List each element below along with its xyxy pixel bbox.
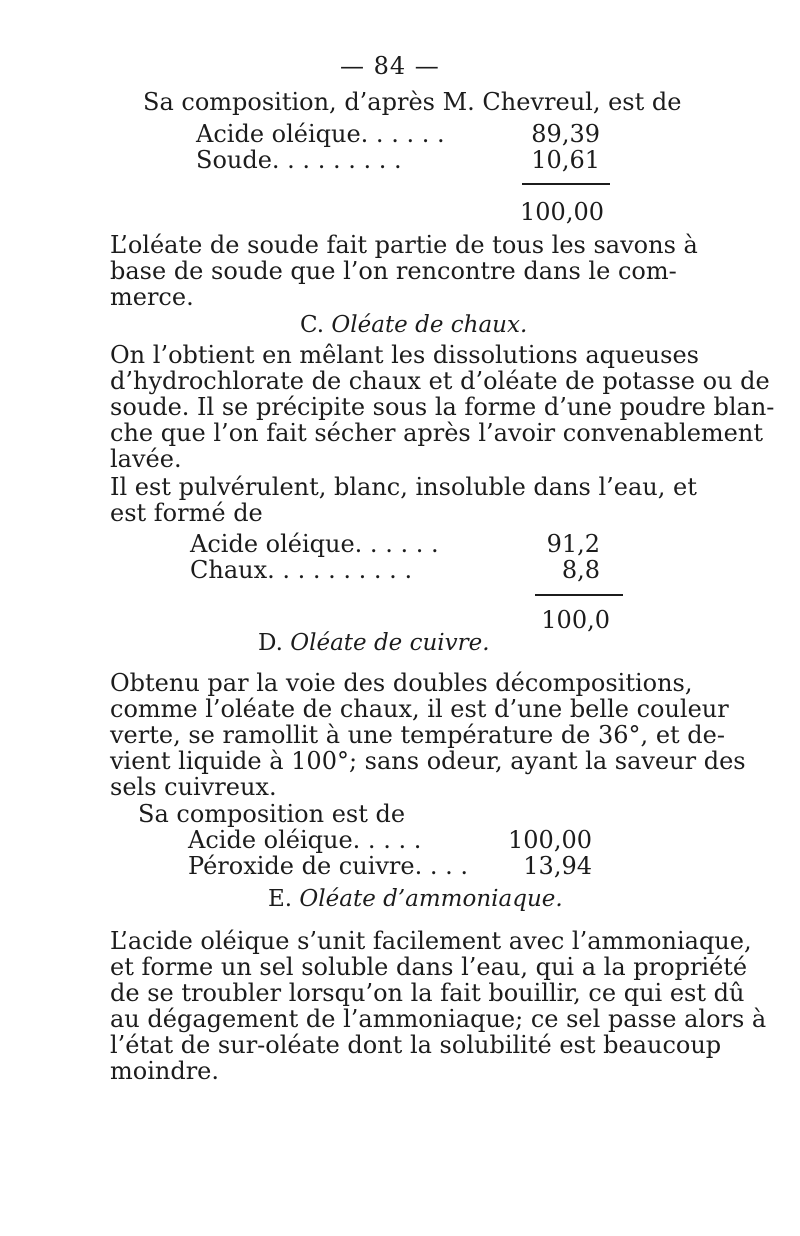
- composition-row-value: 10,61: [531, 146, 600, 174]
- sum-rule: [522, 183, 610, 185]
- page-number: — 84 —: [340, 52, 440, 80]
- paragraph-line: de se troubler lorsqu’on la fait bouillir, ce qui est dû: [110, 979, 745, 1007]
- composition-total: 100,00: [520, 198, 604, 226]
- section-heading: [300, 312, 527, 338]
- composition-row-label: Acide oléique. . . . . .: [196, 120, 445, 148]
- paragraph-line: lavée.: [110, 445, 182, 473]
- paragraph-line: moindre.: [110, 1057, 220, 1085]
- section-title: Oléate d’ammoniaque.: [299, 886, 563, 912]
- paragraph-line: L’oléate de soude fait partie de tous les savons à: [110, 231, 698, 259]
- composition-row-label: Chaux. . . . . . . . . .: [190, 556, 413, 584]
- sum-rule: [535, 594, 623, 596]
- paragraph-line: base de soude que l’on rencontre dans le com-: [110, 257, 677, 285]
- composition-row-label: Acide oléique. . . . .: [188, 826, 422, 854]
- paragraph-line: comme l’oléate de chaux, il est d’une belle couleur: [110, 695, 729, 723]
- composition-intro: Sa composition est de: [138, 800, 406, 828]
- composition-row-value: 8,8: [561, 556, 600, 584]
- composition-row-label: Acide oléique. . . . . .: [190, 530, 439, 558]
- paragraph-line: au dégagement de l’ammoniaque; ce sel passe alors à: [110, 1005, 767, 1033]
- composition-row-value: 100,00: [508, 826, 592, 854]
- paragraph-line: est formé de: [110, 499, 263, 527]
- paragraph-line: Obtenu par la voie des doubles décompositions,: [110, 669, 693, 697]
- section-heading: [258, 630, 490, 656]
- composition-row-value: 89,39: [531, 120, 600, 148]
- paragraph-line: vient liquide à 100°; sans odeur, ayant la saveur des: [110, 747, 746, 775]
- paragraph-line: Il est pulvérulent, blanc, insoluble dans l’eau, et: [110, 473, 697, 501]
- section-title: Oléate de chaux.: [331, 312, 528, 338]
- section-letter: C.: [300, 312, 325, 338]
- paragraph-line: verte, se ramollit à une température de 36°, et de-: [110, 721, 725, 749]
- paragraph-line: soude. Il se précipite sous la forme d’une poudre blan-: [110, 393, 775, 421]
- section-letter: D.: [258, 630, 283, 656]
- paragraph-line: On l’obtient en mêlant les dissolutions aqueuses: [110, 341, 699, 369]
- section-letter: E.: [268, 886, 293, 912]
- paragraph-line: sels cuivreux.: [110, 773, 277, 801]
- composition-intro: Sa composition, d’après M. Chevreul, est de: [143, 88, 682, 116]
- paragraph-line: L’acide oléique s’unit facilement avec l’ammoniaque,: [110, 927, 752, 955]
- paragraph-line: et forme un sel soluble dans l’eau, qui a la propriété: [110, 953, 748, 981]
- paragraph-line: d’hydrochlorate de chaux et d’oléate de potasse ou de: [110, 367, 770, 395]
- composition-row-value: 91,2: [546, 530, 600, 558]
- composition-row-label: Péroxide de cuivre. . . .: [188, 852, 469, 880]
- composition-total: 100,0: [541, 606, 610, 634]
- paragraph-line: l’état de sur-oléate dont la solubilité est beaucoup: [110, 1031, 722, 1059]
- section-title: Oléate de cuivre.: [290, 630, 490, 656]
- paragraph-line: merce.: [110, 283, 194, 311]
- section-heading: [268, 886, 563, 912]
- composition-row-label: Soude. . . . . . . . .: [196, 146, 402, 174]
- composition-row-value: 13,94: [523, 852, 592, 880]
- paragraph-line: che que l’on fait sécher après l’avoir convenablement: [110, 419, 763, 447]
